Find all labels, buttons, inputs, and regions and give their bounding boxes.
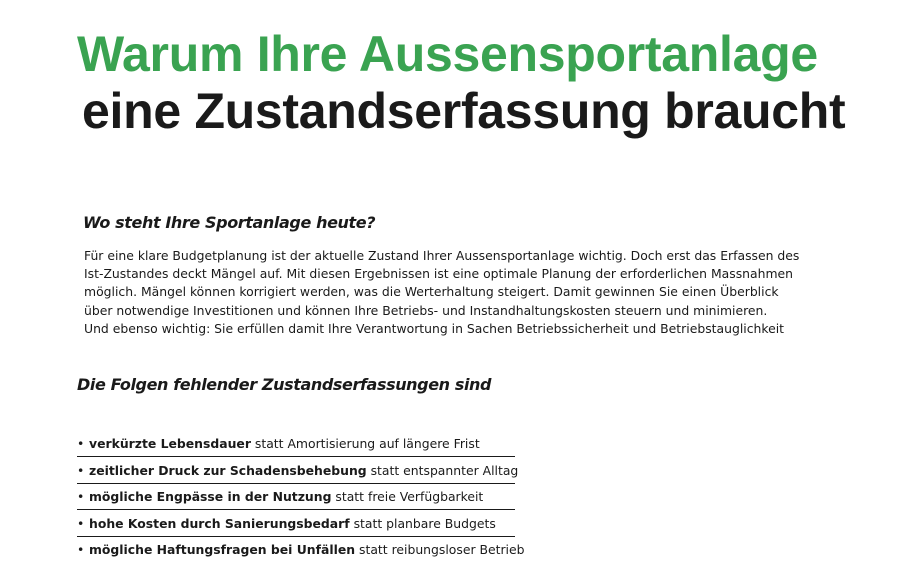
list-item-bold: mögliche Haftungsfragen bei Unfällen xyxy=(89,542,356,557)
intro-line: möglich. Mängel können korrigiert werden, was die Werterhaltung steigert. Damit gewinnen Sie einen Überblick xyxy=(84,284,779,300)
intro-line: Ist-Zustandes deckt Mängel auf. Mit diesen Ergebnissen ist eine optimale Planung der erforderlichen Massnahmen xyxy=(84,266,793,282)
bullet-marker: • xyxy=(77,542,85,557)
intro-line: über notwendige Investitionen und können Ihre Betriebs- und Instandhaltungskosten steuern und minimieren. xyxy=(84,302,768,318)
list-item-bold: hohe Kosten durch Sanierungsbedarf xyxy=(89,515,350,531)
intro-paragraph xyxy=(84,247,799,338)
list-item xyxy=(77,485,515,510)
list-item-rest: statt freie Verfügbarkeit xyxy=(331,489,484,504)
bullet-marker: • xyxy=(77,436,85,451)
list-item-bold: zeitlicher Druck zur Schadensbehebung xyxy=(89,462,367,478)
page-title-line-2: eine Zustandserfassung braucht xyxy=(82,83,846,139)
section-heading-current-state: Wo steht Ihre Sportanlage heute? xyxy=(83,213,376,232)
list-item-rest: statt planbare Budgets xyxy=(349,515,496,531)
intro-line: Für eine klare Budgetplanung ist der aktuelle Zustand Ihrer Aussensportanlage wichtig. Doch erst das Erfassen des xyxy=(84,248,800,263)
list-item xyxy=(77,432,515,457)
intro-line: Und ebenso wichtig: Sie erfüllen damit Ihre Verantwortung in Sachen Betriebssicherheit und Betriebstauglichkeit xyxy=(84,320,785,336)
section-heading-consequences: Die Folgen fehlender Zustandserfassungen sind xyxy=(77,375,492,394)
consequences-list xyxy=(77,432,525,565)
list-item-bold: verkürzte Lebensdauer xyxy=(89,436,251,451)
list-item-rest: statt entspannter Alltag xyxy=(366,462,519,478)
page-title-line-1: Warum Ihre Aussensportanlage xyxy=(77,26,818,82)
bullet-marker: • xyxy=(77,462,85,478)
bullet-marker: • xyxy=(77,489,85,504)
list-item xyxy=(77,459,519,484)
bullet-marker: • xyxy=(77,515,85,531)
list-item xyxy=(77,538,525,563)
list-item-bold: mögliche Engpässe in der Nutzung xyxy=(89,489,332,504)
list-item xyxy=(77,512,515,537)
list-item-rest: statt Amortisierung auf längere Frist xyxy=(250,436,480,451)
list-item-rest: statt reibungsloser Betrieb xyxy=(355,542,525,557)
